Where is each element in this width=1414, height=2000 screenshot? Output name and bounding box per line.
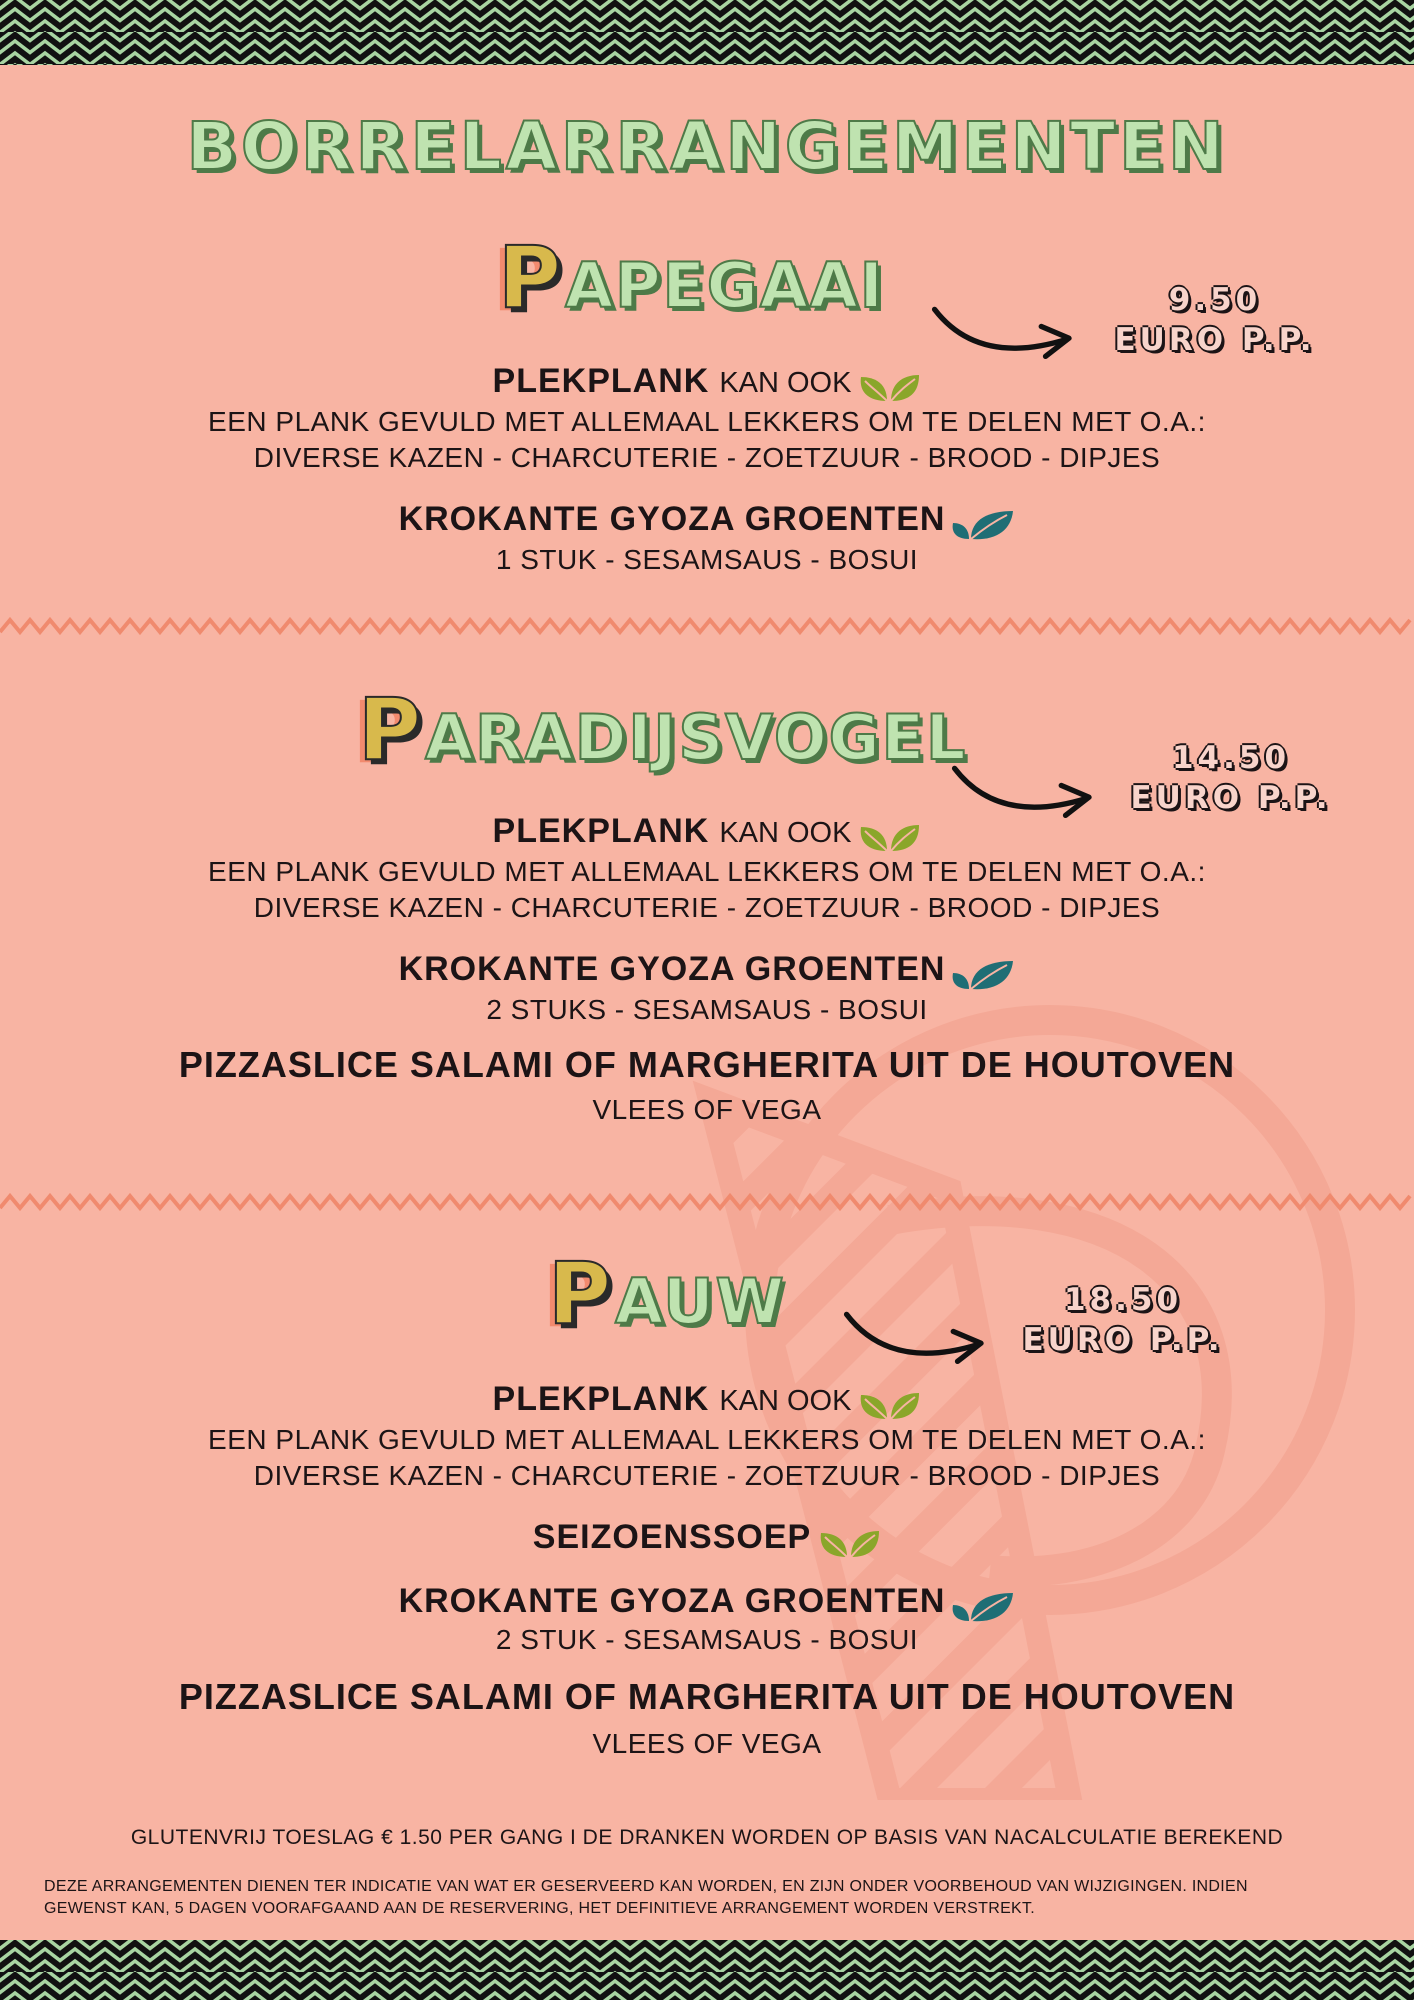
section-title-papegaai: [498, 228, 885, 328]
gyoza-desc: 1 STUK - SESAMSAUS - BOSUI: [495, 544, 919, 575]
section-initial: P: [358, 680, 424, 780]
price-unit: EURO P.P.: [1114, 322, 1316, 358]
gyoza-heading: [0, 500, 1414, 543]
plank-note: KAN OOK: [719, 817, 852, 849]
section-name: AUW: [615, 1265, 786, 1338]
plank-desc-line2: DIVERSE KAZEN - CHARCUTERIE - ZOETZUUR - BROOD - DIPJES: [253, 442, 1161, 473]
page-title: BORRELARRANGEMENTEN: [186, 108, 1228, 185]
plank-heading: [0, 1380, 1414, 1423]
pizza-name: PIZZASLICE SALAMI OF MARGHERITA UIT DE HOUTOVEN: [178, 1044, 1236, 1085]
plank-heading: [0, 812, 1414, 855]
pizza-desc: VLEES OF VEGA: [592, 1728, 822, 1759]
soup-name: SEIZOENSSOEP: [532, 1518, 812, 1556]
gyoza-heading: [0, 1582, 1414, 1625]
section-name: ARADIJSVOGEL: [425, 701, 968, 774]
plank-name: PLEKPLANK: [492, 1380, 710, 1418]
divider-squiggle: [0, 1192, 1414, 1212]
disclaimer-line2: GEWENST KAN, 5 DAGEN VOORAFGAAND AAN DE RESERVERING, HET DEFINITIEVE ARRANGEMENT WORDEN VERSTREKT.: [44, 1900, 1036, 1917]
plank-desc-line2: DIVERSE KAZEN - CHARCUTERIE - ZOETZUUR - BROOD - DIPJES: [253, 892, 1161, 923]
leaf-vegan-icon: [951, 959, 1015, 993]
section-initial: P: [548, 1244, 614, 1344]
leaf-vegan-icon: [951, 509, 1015, 543]
gyoza-desc: 2 STUK - SESAMSAUS - BOSUI: [495, 1624, 919, 1655]
gyoza-name: KROKANTE GYOZA GROENTEN: [398, 1582, 946, 1620]
section-title-paradijsvogel: [358, 680, 967, 780]
zigzag-border-bottom: [0, 1940, 1414, 2000]
gyoza-name: KROKANTE GYOZA GROENTEN: [398, 950, 946, 988]
pizza-name: PIZZASLICE SALAMI OF MARGHERITA UIT DE HOUTOVEN: [178, 1676, 1236, 1717]
plank-desc-line1: EEN PLANK GEVULD MET ALLEMAAL LEKKERS OM TE DELEN MET O.A.:: [208, 856, 1206, 887]
leaf-icon: [857, 821, 921, 855]
plank-note: KAN OOK: [719, 367, 852, 399]
leaf-vegan-icon: [951, 1591, 1015, 1625]
price-amount: 9.50: [1168, 282, 1262, 318]
leaf-icon: [817, 1527, 881, 1561]
gyoza-heading: [0, 950, 1414, 993]
gyoza-desc: 2 STUKS - SESAMSAUS - BOSUI: [486, 994, 928, 1025]
gyoza-name: KROKANTE GYOZA GROENTEN: [398, 500, 946, 538]
plank-name: PLEKPLANK: [492, 812, 710, 850]
plank-note: KAN OOK: [719, 1385, 852, 1417]
price-papegaai: [1090, 280, 1340, 360]
plank-desc-line2: DIVERSE KAZEN - CHARCUTERIE - ZOETZUUR - BROOD - DIPJES: [253, 1460, 1161, 1491]
price-unit: EURO P.P.: [1022, 1322, 1224, 1358]
plank-desc-line1: EEN PLANK GEVULD MET ALLEMAAL LEKKERS OM TE DELEN MET O.A.:: [208, 1424, 1206, 1455]
curved-arrow-icon: [930, 303, 1080, 367]
section-initial: P: [498, 228, 564, 328]
divider-squiggle: [0, 616, 1414, 636]
price-amount: 14.50: [1171, 740, 1291, 776]
plank-heading: [0, 362, 1414, 405]
price-amount: 18.50: [1063, 1282, 1183, 1318]
leaf-icon: [857, 1389, 921, 1423]
section-name: APEGAAI: [565, 249, 885, 322]
zigzag-border-top: [0, 0, 1414, 65]
plank-name: PLEKPLANK: [492, 362, 710, 400]
price-pauw: [998, 1280, 1248, 1360]
curved-arrow-icon: [842, 1308, 992, 1372]
disclaimer-line1: DEZE ARRANGEMENTEN DIENEN TER INDICATIE VAN WAT ER GESERVEERD KAN WORDEN, EN ZIJN ONDER VOORBEHOUD VAN WIJZIGINGEN. INDIEN: [44, 1878, 1248, 1895]
leaf-icon: [857, 371, 921, 405]
section-title-pauw: [548, 1244, 786, 1344]
pizza-desc: VLEES OF VEGA: [592, 1094, 822, 1125]
plank-desc-line1: EEN PLANK GEVULD MET ALLEMAAL LEKKERS OM TE DELEN MET O.A.:: [208, 406, 1206, 437]
surcharge-note: GLUTENVRIJ TOESLAG € 1.50 PER GANG I DE DRANKEN WORDEN OP BASIS VAN NACALCULATIE BEREKEND: [130, 1826, 1284, 1849]
price-paradijsvogel: [1106, 738, 1356, 818]
soup-heading: [0, 1518, 1414, 1561]
disclaimer: [44, 1876, 1384, 1920]
price-unit: EURO P.P.: [1130, 780, 1332, 816]
